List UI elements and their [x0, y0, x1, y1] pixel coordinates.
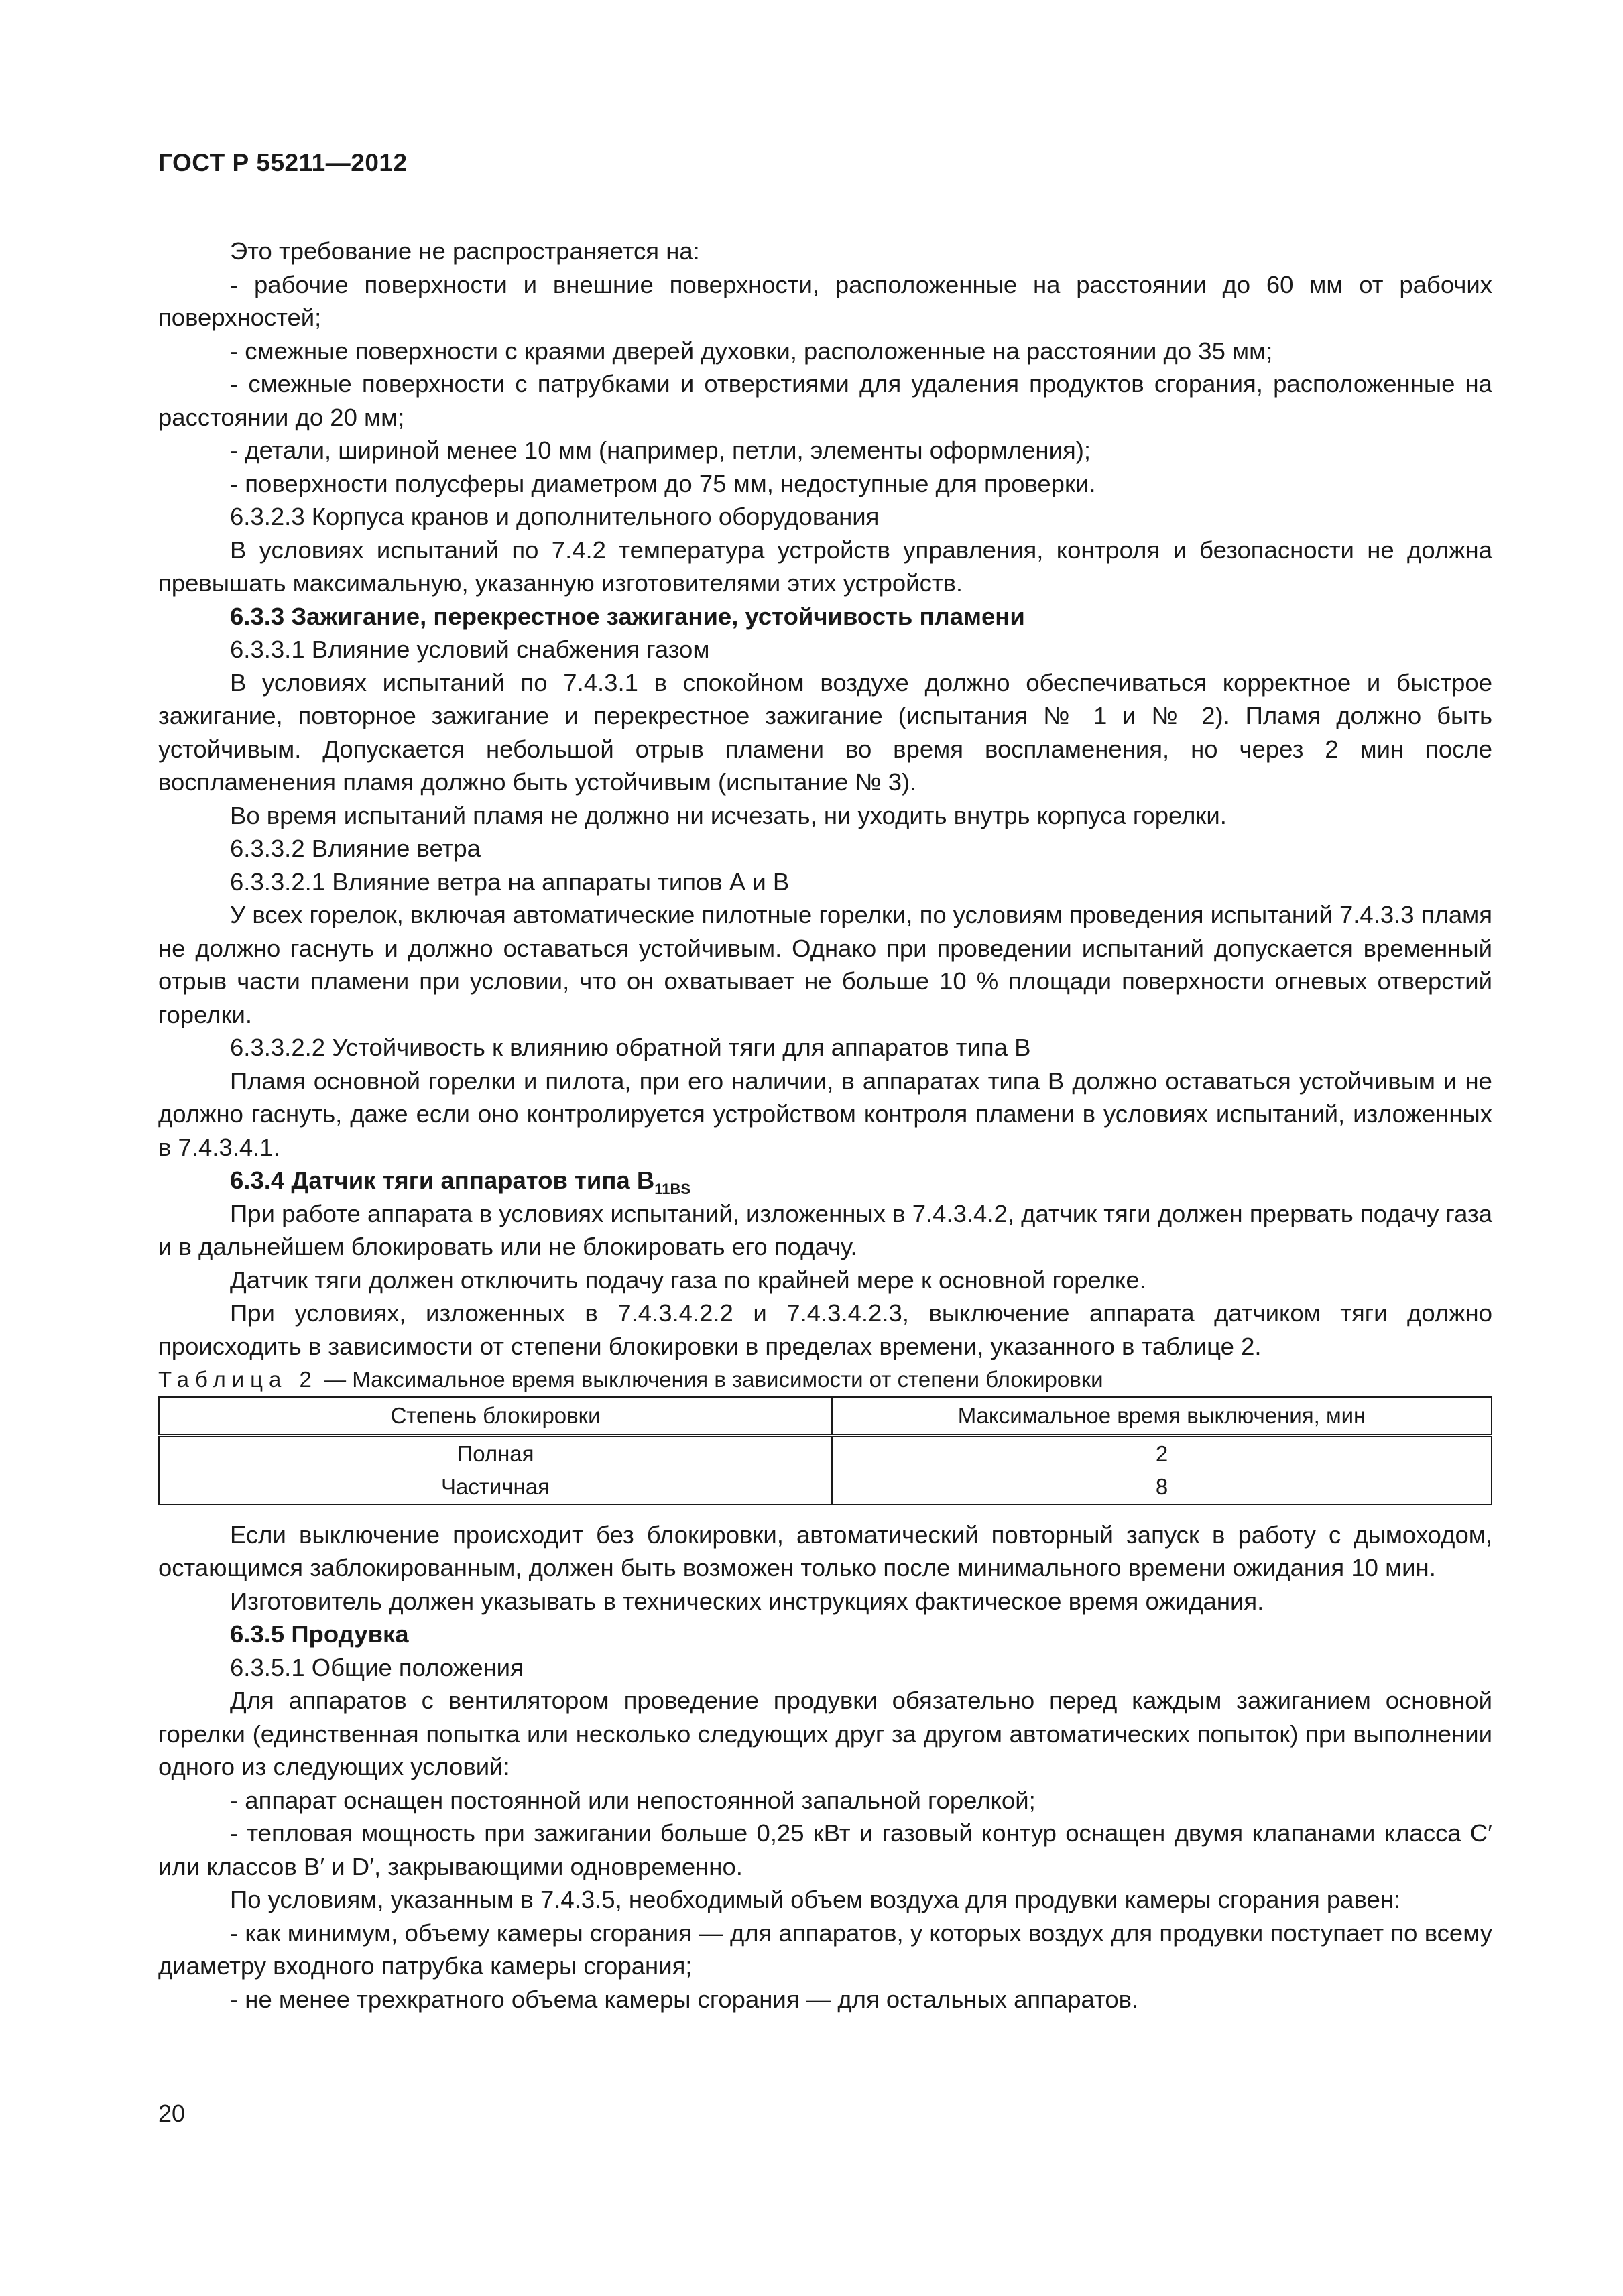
table-row	[159, 1435, 1492, 1470]
paragraph: У всех горелок, включая автоматические пилотные горелки, по условиям проведения испытаний 7.4.3.3 пламя не должно гаснуть и должно оставаться устойчивым. Однако при проведении испытаний допускается временный отрыв части пламени при условии, что он охватывает не больше 10 % площади поверхности огневых отверстий горелки.	[158, 901, 1492, 1028]
subsection-heading: 6.3.3.2.2 Устойчивость к влиянию обратной тяги для аппаратов типа В	[230, 1034, 1031, 1061]
table-row	[159, 1470, 1492, 1504]
subsection-heading: 6.3.3.2.1 Влияние ветра на аппараты типов А и В	[230, 867, 790, 896]
document-body	[158, 235, 1492, 2016]
section-heading-text: 6.3.4 Датчик тяги аппаратов типа В	[230, 1166, 655, 1194]
table-header	[159, 1397, 1492, 1436]
section-heading-subscript: 11BS	[654, 1181, 691, 1197]
table-header-cell: Степень блокировки	[159, 1397, 832, 1436]
table-cell: 8	[832, 1470, 1492, 1504]
subsection-heading: 6.3.2.3 Корпуса кранов и дополнительного оборудования	[230, 503, 880, 530]
paragraph: По условиям, указанным в 7.4.3.5, необходимый объем воздуха для продувки камеры сгорания равен:	[230, 1886, 1401, 1913]
section-heading: 6.3.3 Зажигание, перекрестное зажигание, устойчивость пламени	[230, 602, 1025, 630]
subsection-heading: 6.3.5.1 Общие положения	[230, 1653, 524, 1681]
table-header-row	[159, 1397, 1492, 1436]
table-cell: 2	[832, 1435, 1492, 1470]
paragraph: Пламя основной горелки и пилота, при его наличии, в аппаратах типа В должно оставаться устойчивым и не должно гаснуть, даже если оно контролируется устройством контроля пламени в условиях испытаний, изложенных в 7.4.3.4.1.	[158, 1067, 1492, 1161]
subsection-heading: 6.3.3.2 Влияние ветра	[230, 835, 481, 862]
list-item: - аппарат оснащен постоянной или непостоянной запальной горелкой;	[230, 1786, 1036, 1814]
document-header: ГОСТ Р 55211—2012	[158, 149, 408, 176]
table-caption-text: — Максимальное время выключения в зависимости от степени блокировки	[317, 1367, 1103, 1392]
paragraph: Датчик тяги должен отключить подачу газа по крайней мере к основной горелке.	[230, 1266, 1146, 1294]
table-caption-label: Таблица 2	[158, 1367, 318, 1392]
data-table	[158, 1396, 1492, 1505]
list-item: - поверхности полусферы диаметром до 75 мм, недоступные для проверки.	[230, 469, 1096, 497]
page-number: 20	[158, 2100, 186, 2127]
paragraph: Если выключение происходит без блокировки, автоматический повторный запуск в работу с дымоходом, остающимся заблокированным, должен быть возможен только после минимального времени ожидания 10 мин.	[158, 1520, 1492, 1581]
paragraph: В условиях испытаний по 7.4.3.1 в спокойном воздухе должно обеспечиваться корректное и быстрое зажигание, повторное зажигание и перекрестное зажигание (испытания № 1 и № 2). Пламя должно быть устойчивым. Допускается небольшой отрыв пламени во время воспламенения, но через 2 мин после воспламенения пламя должно быть устойчивым (испытание № 3).	[158, 668, 1492, 796]
paragraph: При условиях, изложенных в 7.4.3.4.2.2 и 7.4.3.4.2.3, выключение аппарата датчиком тяги должно происходить в зависимости от степени блокировки в пределах времени, указанного в таблице 2.	[158, 1299, 1492, 1360]
list-item: - тепловая мощность при зажигании больше 0,25 кВт и газовый контур оснащен двумя клапанами класса С′ или классов В′ и D′, закрывающими одновременно.	[158, 1819, 1492, 1880]
paragraph: При работе аппарата в условиях испытаний, изложенных в 7.4.3.4.2, датчик тяги должен прервать подачу газа и в дальнейшем блокировать или не блокировать его подачу.	[158, 1199, 1492, 1260]
list-item: - не менее трехкратного объема камеры сгорания — для остальных аппаратов.	[230, 1985, 1139, 2013]
section-heading	[158, 1164, 1492, 1197]
section-heading: 6.3.5 Продувка	[230, 1620, 409, 1648]
table-body	[159, 1435, 1492, 1504]
list-item: - смежные поверхности с краями дверей духовки, расположенные на расстоянии до 35 мм;	[230, 337, 1273, 365]
paragraph: Это требование не распространяется на:	[230, 237, 700, 265]
table-caption	[158, 1363, 1492, 1396]
paragraph: Во время испытаний пламя не должно ни исчезать, ни уходить внутрь корпуса горелки.	[230, 801, 1227, 829]
paragraph: Для аппаратов с вентилятором проведение продувки обязательно перед каждым зажиганием основной горелки (единственная попытка или несколько следующих друг за другом автоматических попыток) при выполнении одного из следующих условий:	[158, 1687, 1492, 1780]
list-item: - смежные поверхности с патрубками и отверстиями для удаления продуктов сгорания, расположенные на расстоянии до 20 мм;	[158, 370, 1492, 431]
table-cell: Частичная	[159, 1470, 832, 1504]
paragraph: В условиях испытаний по 7.4.2 температура устройств управления, контроля и безопасности не должна превышать максимальную, указанную изготовителями этих устройств.	[158, 536, 1492, 597]
list-item: - как минимум, объему камеры сгорания — для аппаратов, у которых воздух для продувки поступает по всему диаметру входного патрубка камеры сгорания;	[158, 1919, 1492, 1980]
table-cell: Полная	[159, 1435, 832, 1470]
list-item: - детали, шириной менее 10 мм (например, петли, элементы оформления);	[230, 436, 1091, 464]
table-header-cell: Максимальное время выключения, мин	[832, 1397, 1492, 1436]
list-item: - рабочие поверхности и внешние поверхности, расположенные на расстоянии до 60 мм от рабочих поверхностей;	[158, 270, 1492, 331]
subsection-heading: 6.3.3.1 Влияние условий снабжения газом	[230, 636, 710, 663]
paragraph: Изготовитель должен указывать в технических инструкциях фактическое время ожидания.	[230, 1587, 1264, 1615]
